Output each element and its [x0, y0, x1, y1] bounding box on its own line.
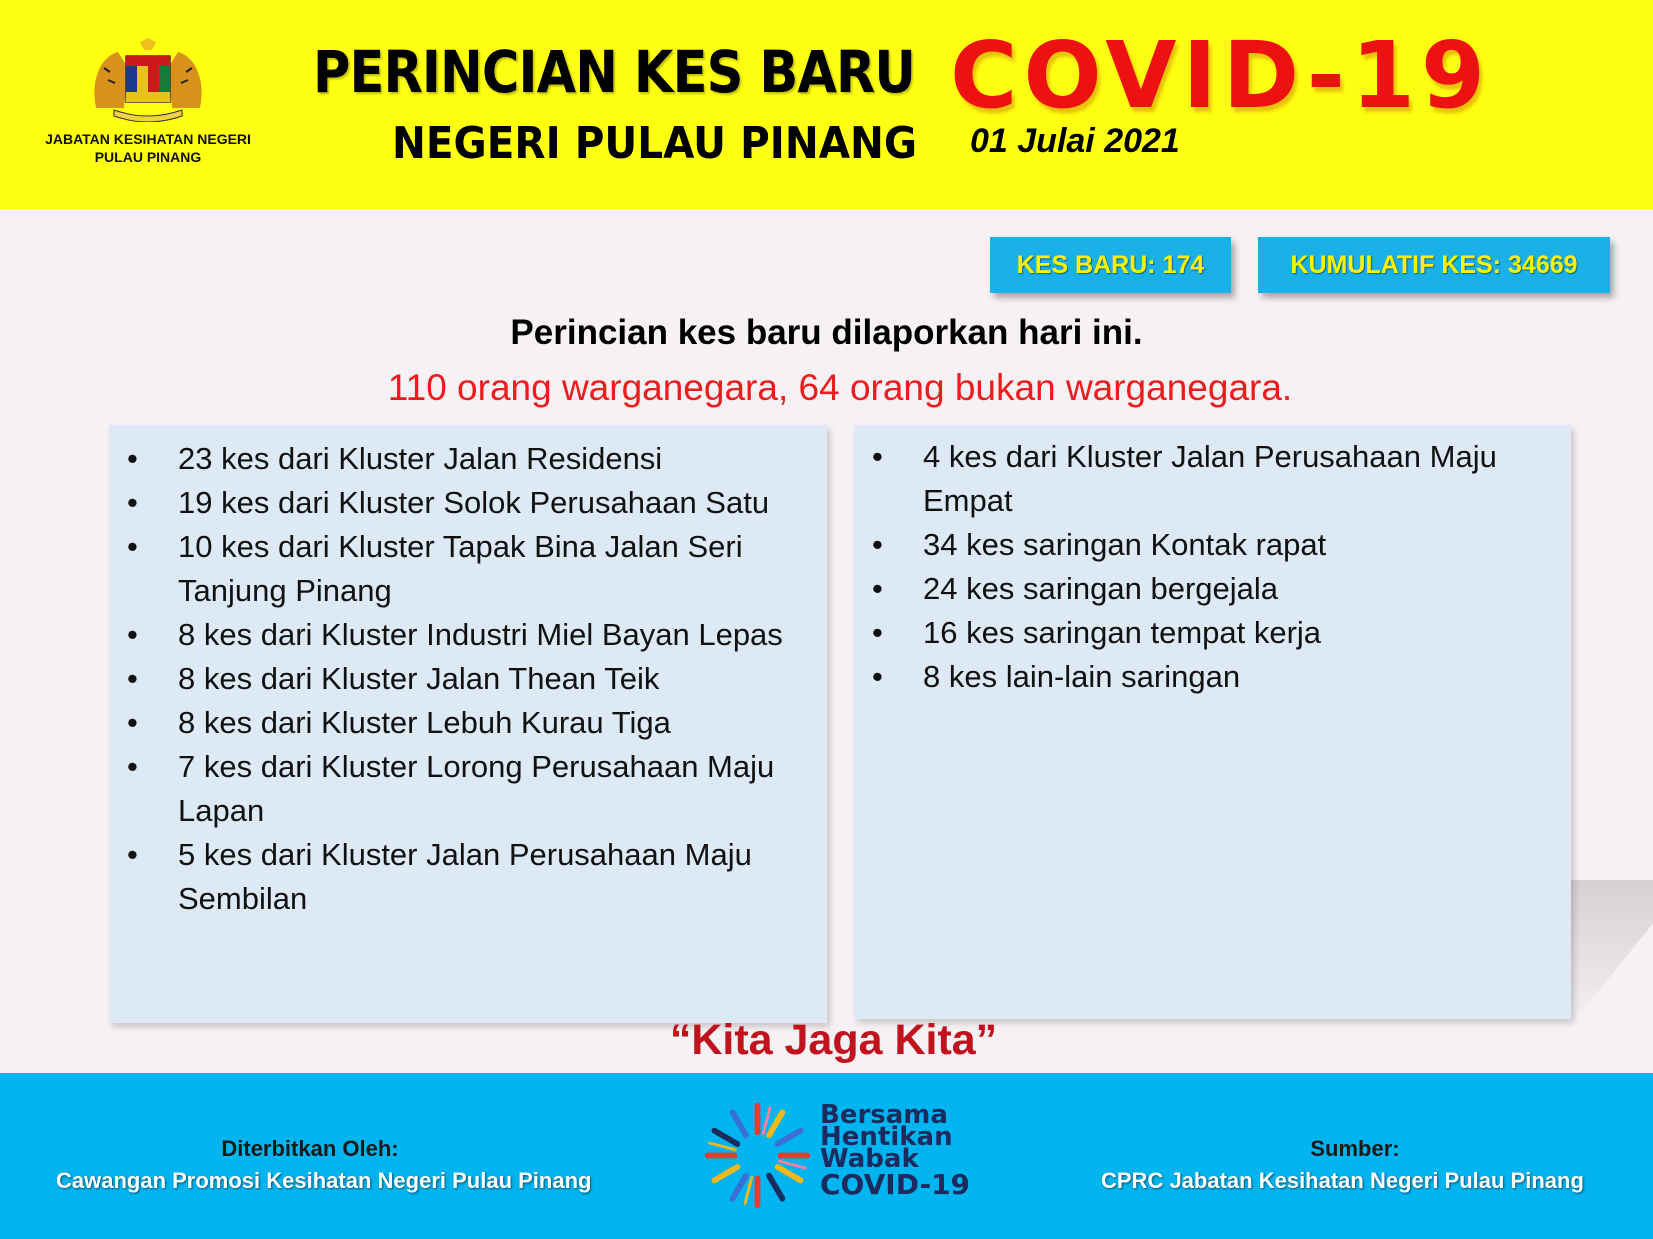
bullet-icon: • — [872, 527, 883, 562]
bullet-icon: • — [127, 485, 138, 520]
list-item — [854, 435, 1554, 523]
bullet-icon: • — [127, 705, 138, 740]
slogan: “Kita Jaga Kita” — [669, 1016, 998, 1064]
list-item — [854, 655, 1554, 699]
decorative-shadow — [1571, 880, 1653, 1025]
list-item-text: 8 kes dari Kluster Industri Miel Bayan Lepas — [178, 617, 783, 652]
bullet-icon: • — [127, 617, 138, 652]
list-item-text: 19 kes dari Kluster Solok Perusahaan Satu — [178, 485, 770, 520]
right-cluster-list — [854, 435, 1554, 699]
bullet-icon: • — [127, 837, 138, 872]
campaign-line-4: COVID-19 — [820, 1168, 971, 1201]
bullet-icon: • — [872, 439, 883, 474]
state-subtitle: NEGERI PULAU PINANG — [392, 118, 918, 169]
header-banner — [0, 0, 1653, 209]
source-label: Sumber: — [1310, 1136, 1400, 1161]
list-item — [854, 611, 1554, 655]
bullet-icon: • — [872, 571, 883, 606]
list-item-text: 5 kes dari Kluster Jalan Perusahaan Maju Sembilan — [178, 837, 752, 916]
published-by-value: Cawangan Promosi Kesihatan Negeri Pulau Pinang — [56, 1168, 592, 1193]
campaign-line-1: Bersama — [820, 1100, 948, 1130]
list-item-text: 34 kes saringan Kontak rapat — [923, 527, 1327, 562]
summary-heading: Perincian kes baru dilaporkan hari ini. — [510, 313, 1143, 352]
agency-name — [18, 130, 278, 166]
coat-of-arms-icon — [88, 38, 208, 122]
list-item — [854, 567, 1554, 611]
list-item-text: 8 kes dari Kluster Jalan Thean Teik — [178, 661, 660, 696]
list-item — [109, 701, 809, 745]
list-item — [109, 657, 809, 701]
published-by-label: Diterbitkan Oleh: — [221, 1136, 399, 1161]
list-item-text: 16 kes saringan tempat kerja — [923, 615, 1322, 650]
list-item-text: 7 kes dari Kluster Lorong Perusahaan Maju Lapan — [178, 749, 775, 828]
list-item-text: 8 kes dari Kluster Lebuh Kurau Tiga — [178, 705, 671, 740]
left-cluster-panel — [109, 425, 827, 1023]
agency-line-1: JABATAN KESIHATAN NEGERI — [45, 131, 251, 147]
bullet-icon: • — [872, 615, 883, 650]
list-item-text: 4 kes dari Kluster Jalan Perusahaan Maju Empat — [923, 439, 1497, 518]
source-value: CPRC Jabatan Kesihatan Negeri Pulau Pinang — [1101, 1168, 1584, 1193]
left-cluster-list — [109, 437, 809, 921]
list-item-text: 10 kes dari Kluster Tapak Bina Jalan Seri Tanjung Pinang — [178, 529, 743, 608]
bullet-icon: • — [127, 749, 138, 784]
list-item-text: 8 kes lain-lain saringan — [923, 659, 1241, 694]
new-cases-badge: KES BARU: 174 — [990, 237, 1231, 293]
list-item — [109, 833, 809, 921]
bullet-icon: • — [872, 659, 883, 694]
list-item-text: 23 kes dari Kluster Jalan Residensi — [178, 441, 663, 476]
campaign-line-2: Hentikan — [820, 1122, 953, 1152]
report-date: 01 Julai 2021 — [970, 122, 1180, 160]
campaign-line-3: Wabak — [820, 1144, 919, 1174]
covid-title: COVID-19 — [950, 22, 1491, 129]
list-item — [109, 525, 809, 613]
citizenship-breakdown: 110 orang warganegara, 64 orang bukan warganegara. — [387, 367, 1293, 408]
bullet-icon: • — [127, 529, 138, 564]
bullet-icon: • — [127, 661, 138, 696]
page-title: PERINCIAN KES BARU — [313, 38, 915, 106]
list-item-text: 24 kes saringan bergejala — [923, 571, 1279, 606]
cumulative-cases-badge: KUMULATIF KES: 34669 — [1258, 237, 1610, 293]
agency-line-2: PULAU PINANG — [94, 149, 202, 165]
list-item — [109, 613, 809, 657]
list-item — [109, 437, 809, 481]
list-item — [854, 523, 1554, 567]
campaign-text — [820, 1100, 990, 1201]
list-item — [109, 481, 809, 525]
campaign-sunburst-icon — [700, 1098, 815, 1213]
right-cluster-panel — [854, 425, 1571, 1019]
list-item — [109, 745, 809, 833]
bullet-icon: • — [127, 441, 138, 476]
